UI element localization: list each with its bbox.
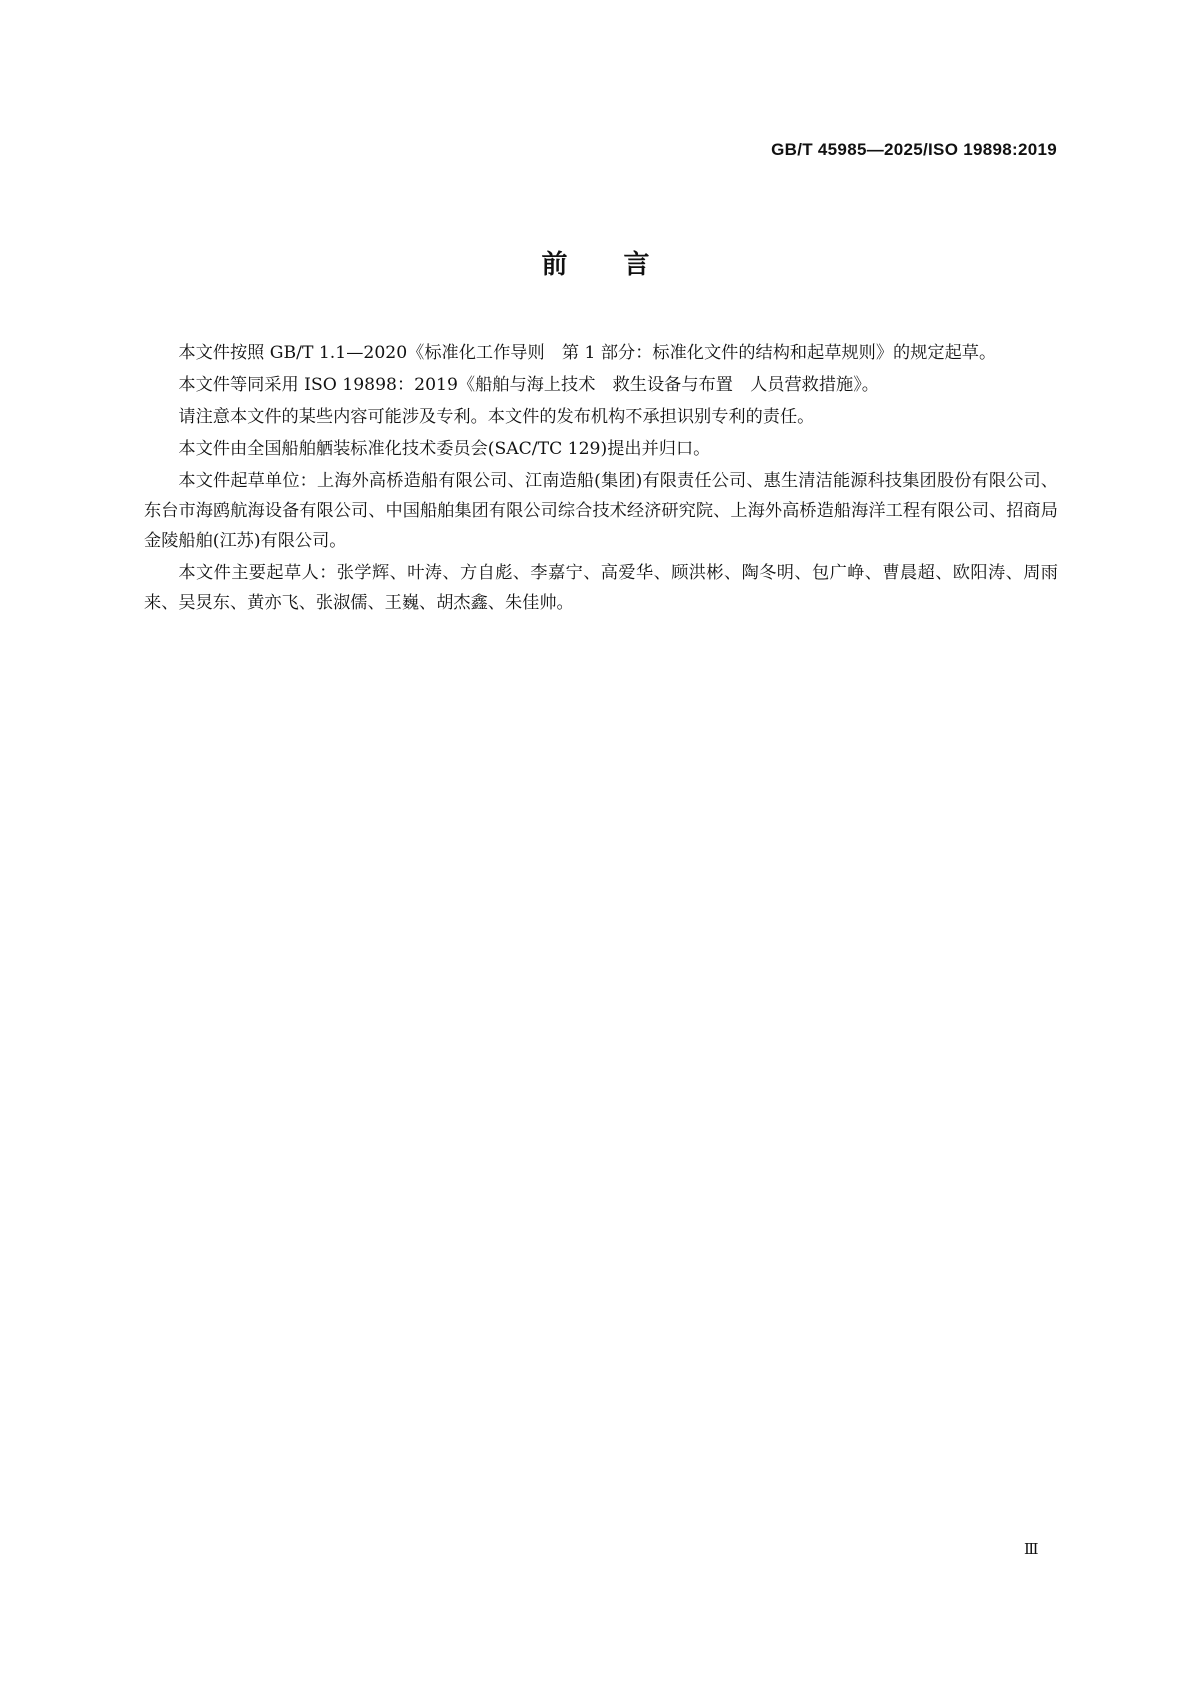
paragraph-drafting-units: 本文件起草单位：上海外高桥造船有限公司、江南造船(集团)有限责任公司、惠生清洁能源科技集团股份有限公司、东台市海鸥航海设备有限公司、中国船舶集团有限公司综合技术经济研究院、上海外高桥造船海洋工程有限公司、招商局金陵船舶(江苏)有限公司。 [144,471,1058,551]
paragraph-adoption: 本文件等同采用 ISO 19898：2019《船舶与海上技术 救生设备与布置 人员营救措施》。 [178,375,879,395]
page-title: 前言 [541,250,706,280]
paragraph-drafters: 本文件主要起草人：张学辉、叶涛、方自彪、李嘉宁、高爱华、顾洪彬、陶冬明、包广峥、曹晨超、欧阳涛、周雨来、吴炅东、黄亦飞、张淑儒、王巍、胡杰鑫、朱佳帅。 [144,563,1058,613]
paragraph-drafting-rules: 本文件按照 GB/T 1.1—2020《标准化工作导则 第 1 部分：标准化文件的结构和起草规则》的规定起草。 [178,343,997,363]
page-number: Ⅲ [1024,1540,1039,1558]
paragraph-committee: 本文件由全国船舶舾装标准化技术委员会(SAC/TC 129)提出并归口。 [178,439,711,459]
paragraph-patent-notice: 请注意本文件的某些内容可能涉及专利。本文件的发布机构不承担识别专利的责任。 [178,407,815,427]
foreword-body [144,338,1058,620]
standard-number-header: GB/T 45985—2025/ISO 19898:2019 [771,140,1057,159]
